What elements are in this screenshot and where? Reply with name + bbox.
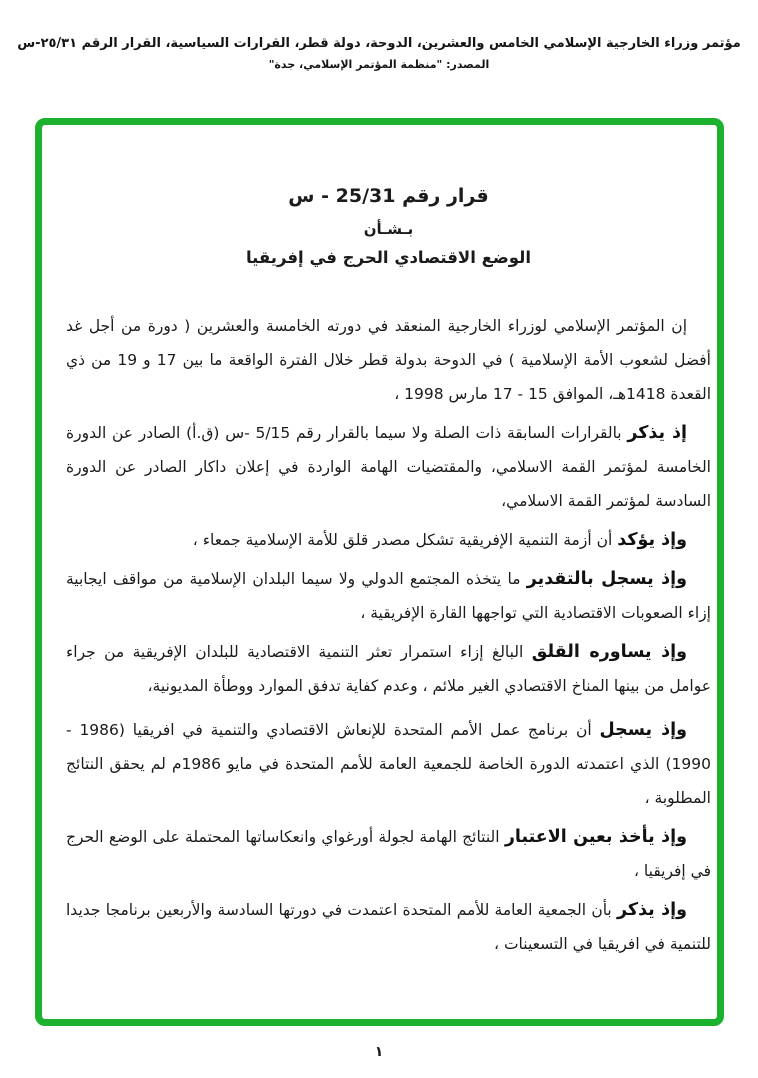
document-body (66, 185, 711, 966)
clause-considering (66, 820, 711, 888)
clause-text: البالغ إزاء استمرار تعثر التنمية الاقتصادية للبلدان الإفريقية من جراء عوامل من بينها المناخ الاقتصادي الغير ملائم ، وعدم كفاية تدفق الموارد ووطأة المديونية، (66, 643, 711, 695)
clause-text: ما يتخذه المجتمع الدولي ولا سيما البلدان الإسلامية من مواقف ايجابية إزاء الصعوبات الاقتصادية التي تواجهها القارة الإفريقية ، (66, 570, 711, 622)
resolution-subject-label: بـشـأن (363, 220, 414, 238)
clause-text: بأن الجمعية العامة للأمم المتحدة اعتمدت في دورتها السادسة والأربعين برنامجا جديدا للتنمية في افريقيا في التسعينات ، (66, 901, 711, 953)
clause-text: أن أزمة التنمية الإفريقية تشكل مصدر قلق للأمة الإسلامية جمعاء ، (192, 531, 613, 549)
clause-lead: وإذ يساوره القلق (531, 642, 688, 662)
clause-lead: وإذ يسجل (599, 720, 687, 740)
clause-noting-appreciation (66, 562, 711, 630)
clause-preamble (66, 309, 711, 411)
document-header (0, 36, 758, 71)
clause-lead: وإذ يؤكد (617, 530, 687, 550)
clause-lead: وإذ يذكر (617, 900, 688, 920)
clause-text: إن المؤتمر الإسلامي لوزراء الخارجية المنعقد في دورته الخامسة والعشرين ( دورة من أجل غد أفضل لشعوب الأمة الإسلامية ) في الدوحة بدولة قطر خلال الفترة الواقعة ما بين 17 و 19 من ذي القعدة 1418هـ، الموافق 15 - 17 مارس 1998 ، (66, 317, 711, 403)
clause-noting-unprogram (66, 713, 711, 815)
clause-affirming (66, 523, 711, 557)
clause-recalling-ga (66, 893, 711, 961)
page-number: ١ (374, 1044, 384, 1060)
clause-concerned (66, 635, 711, 703)
clause-text: أن برنامج عمل الأمم المتحدة للإنعاش الاقتصادي والتنمية في افريقيا (1986 - 1990) الذي اعتمدته الدورة الخاصة للجمعية العامة للأمم المتحدة في مايو 1986م لم يحقق النتائج المطلوبة ، (66, 721, 711, 807)
clause-recalling (66, 416, 711, 518)
green-border-frame (35, 118, 724, 1026)
header-citation-line: مؤتمر وزراء الخارجية الإسلامي الخامس والعشرين، الدوحة، دولة قطر، القرارات السياسية، القرار الرقم ٢٥/٣١-س (17, 36, 741, 51)
clause-text: بالقرارات السابقة ذات الصلة ولا سيما بالقرار رقم 5/15 -س (ق.أ) الصادر عن الدورة الخامسة لمؤتمر القمة الاسلامي، والمقتضيات الهامة الواردة في إعلان داكار الصادر عن الدورة السادسة لمؤتمر القمة الاسلامي، (66, 424, 711, 510)
resolution-subject: الوضع الاقتصادي الحرج في إفريقيا (245, 248, 532, 267)
resolution-clauses (66, 309, 711, 961)
resolution-title-block (66, 185, 711, 267)
clause-lead: وإذ يسجل بالتقدير (526, 569, 687, 589)
resolution-number: قرار رقم 25/31 - س (288, 185, 489, 207)
clause-text: النتائج الهامة لجولة أورغواي وانعكاساتها المحتملة على الوضع الحرج في إفريقيا ، (66, 828, 711, 880)
clause-lead: وإذ يأخذ بعين الاعتبار (504, 827, 687, 847)
header-source-line: المصدر: "منظمة المؤتمر الإسلامي، جدة" (268, 58, 490, 71)
clause-lead: إذ يذكر (627, 423, 687, 443)
